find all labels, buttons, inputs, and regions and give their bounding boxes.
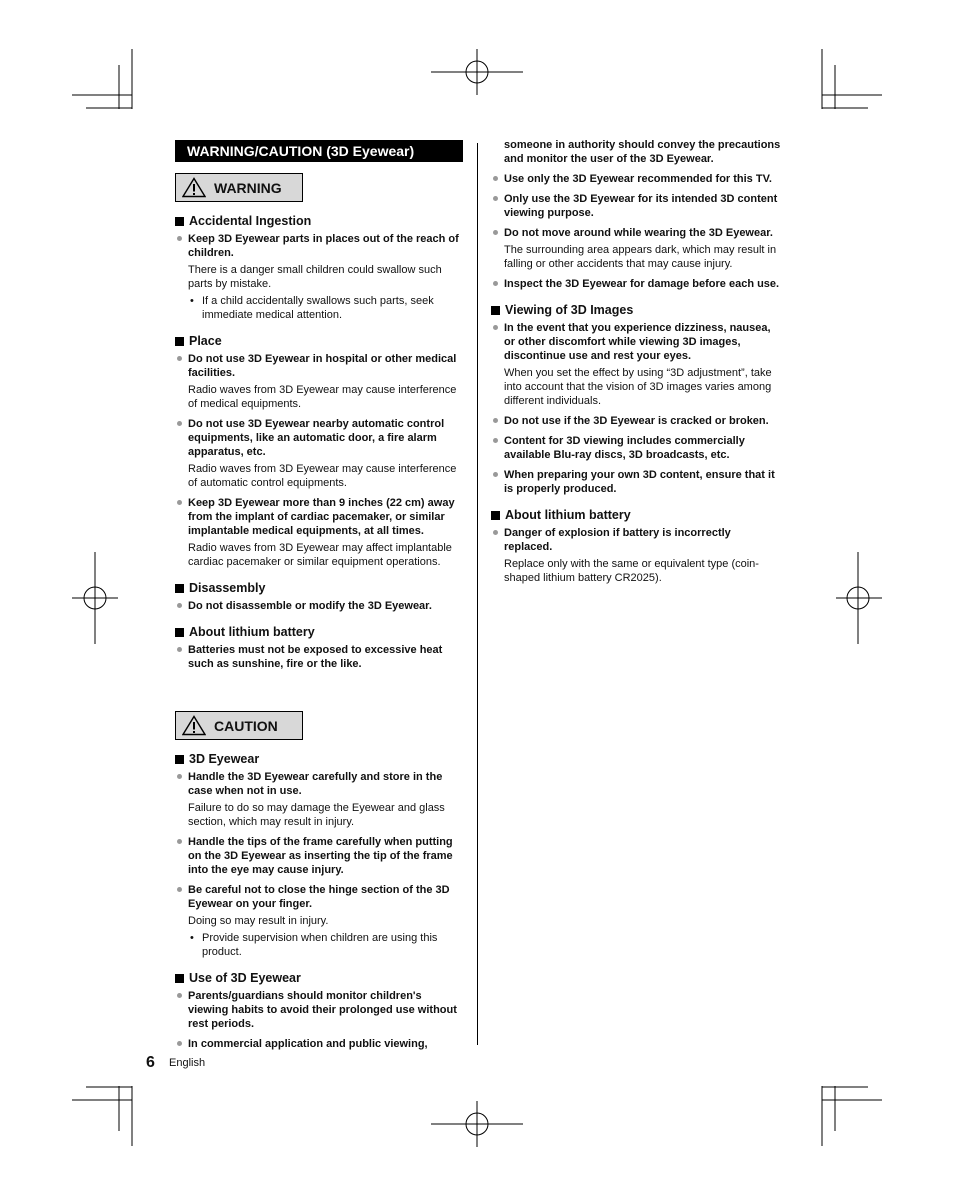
section-heading: Disassembly xyxy=(175,581,465,595)
list-item: Use only the 3D Eyewear recommended for this TV. xyxy=(491,172,781,186)
page-title: WARNING/CAUTION (3D Eyewear) xyxy=(175,140,463,162)
list-item: Batteries must not be exposed to excessive heat such as sunshine, fire or the like. xyxy=(175,643,465,671)
warning-label: WARNING xyxy=(214,179,282,196)
bullet-dot-icon xyxy=(177,500,182,505)
right-column xyxy=(491,138,781,591)
square-bullet-icon xyxy=(175,584,184,593)
bullet-dot-icon xyxy=(177,774,182,779)
warning-triangle-icon xyxy=(182,177,206,198)
bullet-dot-icon xyxy=(177,356,182,361)
bullet-dot-icon xyxy=(493,438,498,443)
square-bullet-icon xyxy=(175,628,184,637)
sub-note: • Provide supervision when children are using this product. xyxy=(190,932,438,958)
caution-box xyxy=(175,711,303,740)
bullet-dot-icon xyxy=(177,603,182,608)
list-item: Keep 3D Eyewear more than 9 inches (22 cm) away from the implant of cardiac pacemaker, or similar implantable medical equipments, at all times. Radio waves from 3D Eyewear may affect implantable cardiac pacemaker or similar equipment operations. xyxy=(175,496,465,569)
left-column xyxy=(175,140,465,1057)
list-item: Danger of explosion if battery is incorrectly replaced. Replace only with the same or equivalent type (coin-shaped lithium battery CR2025). xyxy=(491,526,781,585)
sub-note: • If a child accidentally swallows such parts, seek immediate medical attention. xyxy=(190,295,434,321)
square-bullet-icon xyxy=(491,306,500,315)
list-item: Parents/guardians should monitor children's viewing habits to avoid their prolonged use without rest periods. xyxy=(175,989,465,1031)
page-number: 6 xyxy=(146,1054,155,1071)
bullet-dot-icon xyxy=(493,176,498,181)
list-item: Content for 3D viewing includes commercially available Blu-ray discs, 3D broadcasts, etc. xyxy=(491,434,781,462)
bullet-dot-icon xyxy=(493,418,498,423)
list-item: Only use the 3D Eyewear for its intended 3D content viewing purpose. xyxy=(491,192,781,220)
caution-sections xyxy=(175,752,465,1051)
section-heading: Viewing of 3D Images xyxy=(491,303,781,317)
section-heading: About lithium battery xyxy=(175,625,465,639)
square-bullet-icon xyxy=(175,755,184,764)
section-heading: 3D Eyewear xyxy=(175,752,465,766)
bullet-dot-icon xyxy=(493,325,498,330)
bullet-dot-icon xyxy=(493,530,498,535)
column-divider xyxy=(477,143,478,1045)
bullet-dot-icon xyxy=(493,281,498,286)
square-bullet-icon xyxy=(491,511,500,520)
bullet-dot-icon xyxy=(177,839,182,844)
list-item: Inspect the 3D Eyewear for damage before each use. xyxy=(491,277,781,291)
section-heading: Place xyxy=(175,334,465,348)
list-item: Do not use if the 3D Eyewear is cracked or broken. xyxy=(491,414,781,428)
list-item: Keep 3D Eyewear parts in places out of the reach of children. There is a danger small children could swallow such parts by mistake. • If a child accidentally swallows such parts, seek immediate medical attention. xyxy=(175,232,465,322)
square-bullet-icon xyxy=(175,337,184,346)
language-label: English xyxy=(169,1057,206,1069)
bullet-dot-icon xyxy=(177,1041,182,1046)
list-item: Do not move around while wearing the 3D Eyewear. The surrounding area appears dark, which may result in falling or other accidents that may cause injury. xyxy=(491,226,781,271)
list-item: Handle the tips of the frame carefully when putting on the 3D Eyewear as inserting the tip of the frame into the eye may cause injury. xyxy=(175,835,465,877)
bullet-dot-icon xyxy=(177,887,182,892)
section-heading: Use of 3D Eyewear xyxy=(175,971,465,985)
list-item-continued: someone in authority should convey the precautions and monitor the user of the 3D Eyewear. xyxy=(504,139,781,165)
section-heading: Accidental Ingestion xyxy=(175,214,465,228)
caution-label: CAUTION xyxy=(214,717,278,734)
section-heading: About lithium battery xyxy=(491,508,781,522)
square-bullet-icon xyxy=(175,974,184,983)
caution-triangle-icon xyxy=(182,715,206,736)
bullet-dot-icon xyxy=(177,993,182,998)
bullet-dot-icon xyxy=(177,421,182,426)
list-item: In the event that you experience dizziness, nausea, or other discomfort while viewing 3D images, discontinue use and rest your eyes. When you set the effect by using “3D adjustment”, take into account that the vision of 3D images varies among different individuals. xyxy=(491,321,781,408)
list-item: Be careful not to close the hinge section of the 3D Eyewear on your finger. Doing so may result in injury. • Provide supervision when children are using this product. xyxy=(175,883,465,959)
list-item: Do not use 3D Eyewear in hospital or other medical facilities. Radio waves from 3D Eyewear may cause interference of medical equipments. xyxy=(175,352,465,411)
bullet-dot-icon xyxy=(493,230,498,235)
list-item: In commercial application and public viewing, xyxy=(175,1037,465,1051)
bullet-dot-icon xyxy=(177,236,182,241)
warning-sections xyxy=(175,214,465,671)
square-bullet-icon xyxy=(175,217,184,226)
list-item: Do not use 3D Eyewear nearby automatic control equipments, like an automatic door, a fire alarm apparatus, etc. Radio waves from 3D Eyewear may cause interference of automatic control equipments. xyxy=(175,417,465,490)
bullet-dot-icon xyxy=(493,472,498,477)
list-item: Do not disassemble or modify the 3D Eyewear. xyxy=(175,599,465,613)
bullet-dot-icon xyxy=(493,196,498,201)
warning-box xyxy=(175,173,303,202)
bullet-dot-icon xyxy=(177,647,182,652)
list-item: Handle the 3D Eyewear carefully and store in the case when not in use. Failure to do so may damage the Eyewear and glass section, which may result in injury. xyxy=(175,770,465,829)
list-item: When preparing your own 3D content, ensure that it is properly produced. xyxy=(491,468,781,496)
